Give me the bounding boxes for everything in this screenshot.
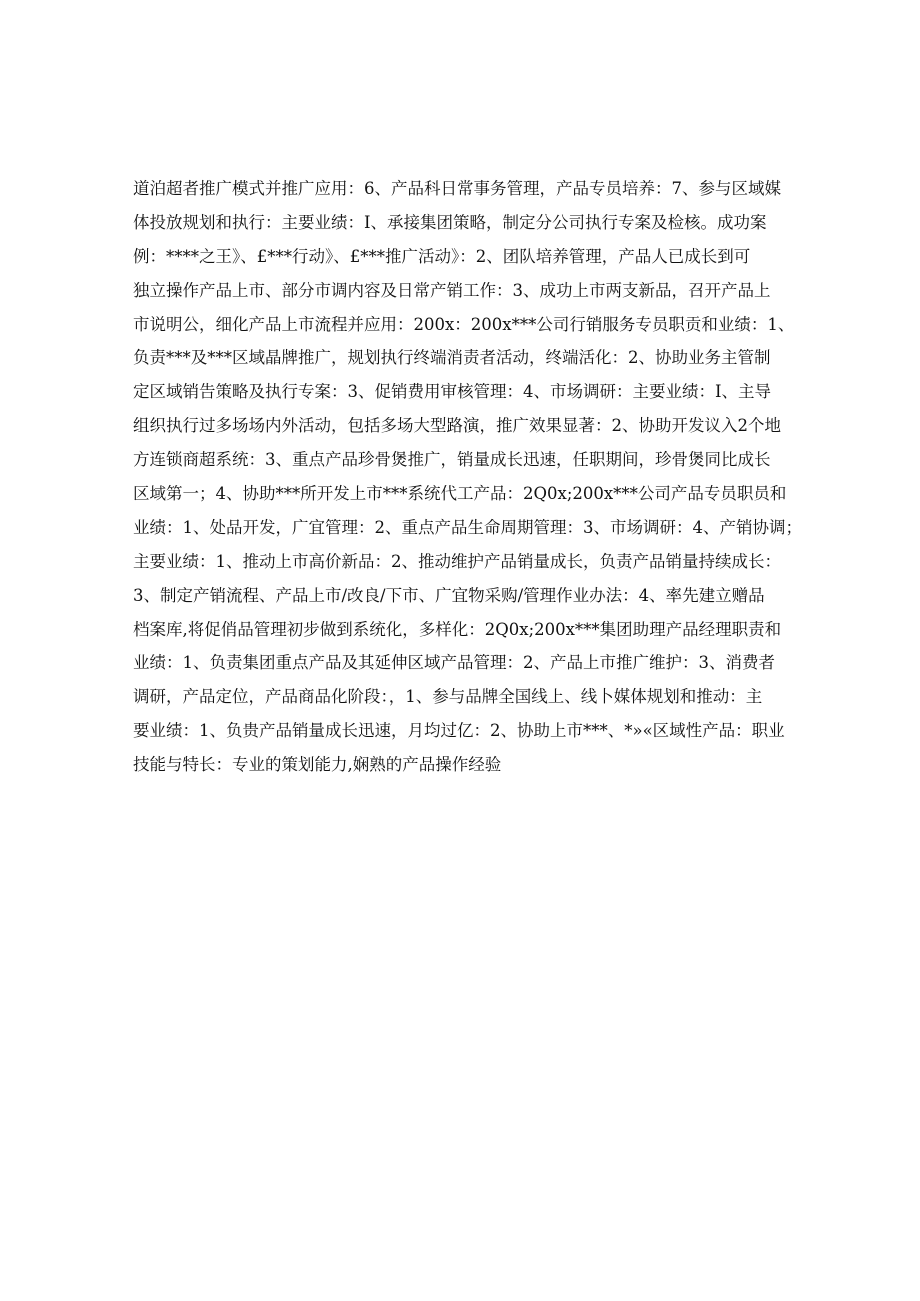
text-line: 3、制定产销流程、产品上市/改良/下市、广宜物采购/管理作业办法：4、率先建立赠品: [133, 585, 765, 605]
text-line: 定区域销告策略及执行专案：3、促销费用审核管理：4、市场调研：主要业绩：I、主导: [133, 382, 772, 402]
text-line: 独立操作产品上市、部分市调内容及日常产销工作：3、成功上市两支新品，召开产品上: [133, 280, 771, 300]
text-line: 技能与特长：专业的策划能力,娴熟的产品操作经验: [133, 755, 502, 775]
text-line: 业绩：1、处品开发，广宜管理：2、重点产品生命周期管理：3、市场调研：4、产销协调；: [133, 517, 802, 537]
text-line: 档案库,将促俏品管理初步做到系统化，多样化：2Q0x;200x***集团助理产品经理职责和: [133, 619, 782, 639]
text-line: 业绩：1、负责集团重点产品及其延伸区域产品管理：2、产品上市推广维护：3、消费者: [133, 653, 775, 673]
text-line: 体投放规划和执行：主要业绩：I、承接集团策略，制定分公司执行专案及检核。成功案: [133, 212, 767, 232]
text-line: 道泊超者推广模式并推广应用：6、产品科日常事务管理，产品专员培养：7、参与区域媒: [133, 179, 781, 198]
text-line: 调研，产品定位，产品商品化阶段：，1、参与品牌全国线上、线卜媒体规划和推动：主: [133, 687, 763, 707]
text-line: 区域第一；4、协助***所开发上市***系统代工产品：2Q0x;200x***公司产品专员职员和: [133, 484, 787, 504]
text-line: 例：****之王》、£***行动》、£***推广活动》：2、团队培养管理，产品人已成长到可: [133, 246, 751, 266]
body-paragraph: [133, 172, 803, 782]
text-line: 市说明公，细化产品上市流程并应用：200x：200x***公司行销服务专员职贡和业绩：1、: [133, 314, 795, 334]
text-line: 负责***及***区域晶牌推广，规划执行终端消责者活动，终端活化：2、协助业务主管制: [133, 348, 771, 368]
text-line: 方连锁商超系统：3、重点产品珍骨煲推广，销量成长迅速，任职期间，珍骨煲同比成长: [133, 450, 771, 470]
text-line: 组织执行过多场场内外活动，包括多场大型路演，推广效果显著：2、协助开发议入2个地: [133, 416, 781, 436]
text-line: 主要业绩：1、推动上市高价新品：2、推动维护产品销量成长，负责产品销量持续成长：: [133, 551, 781, 571]
text-line: 要业绩：1、负贵产品销量成长迅速，月均过亿：2、协助上市***、*»«区域性产品：职业: [133, 721, 785, 741]
